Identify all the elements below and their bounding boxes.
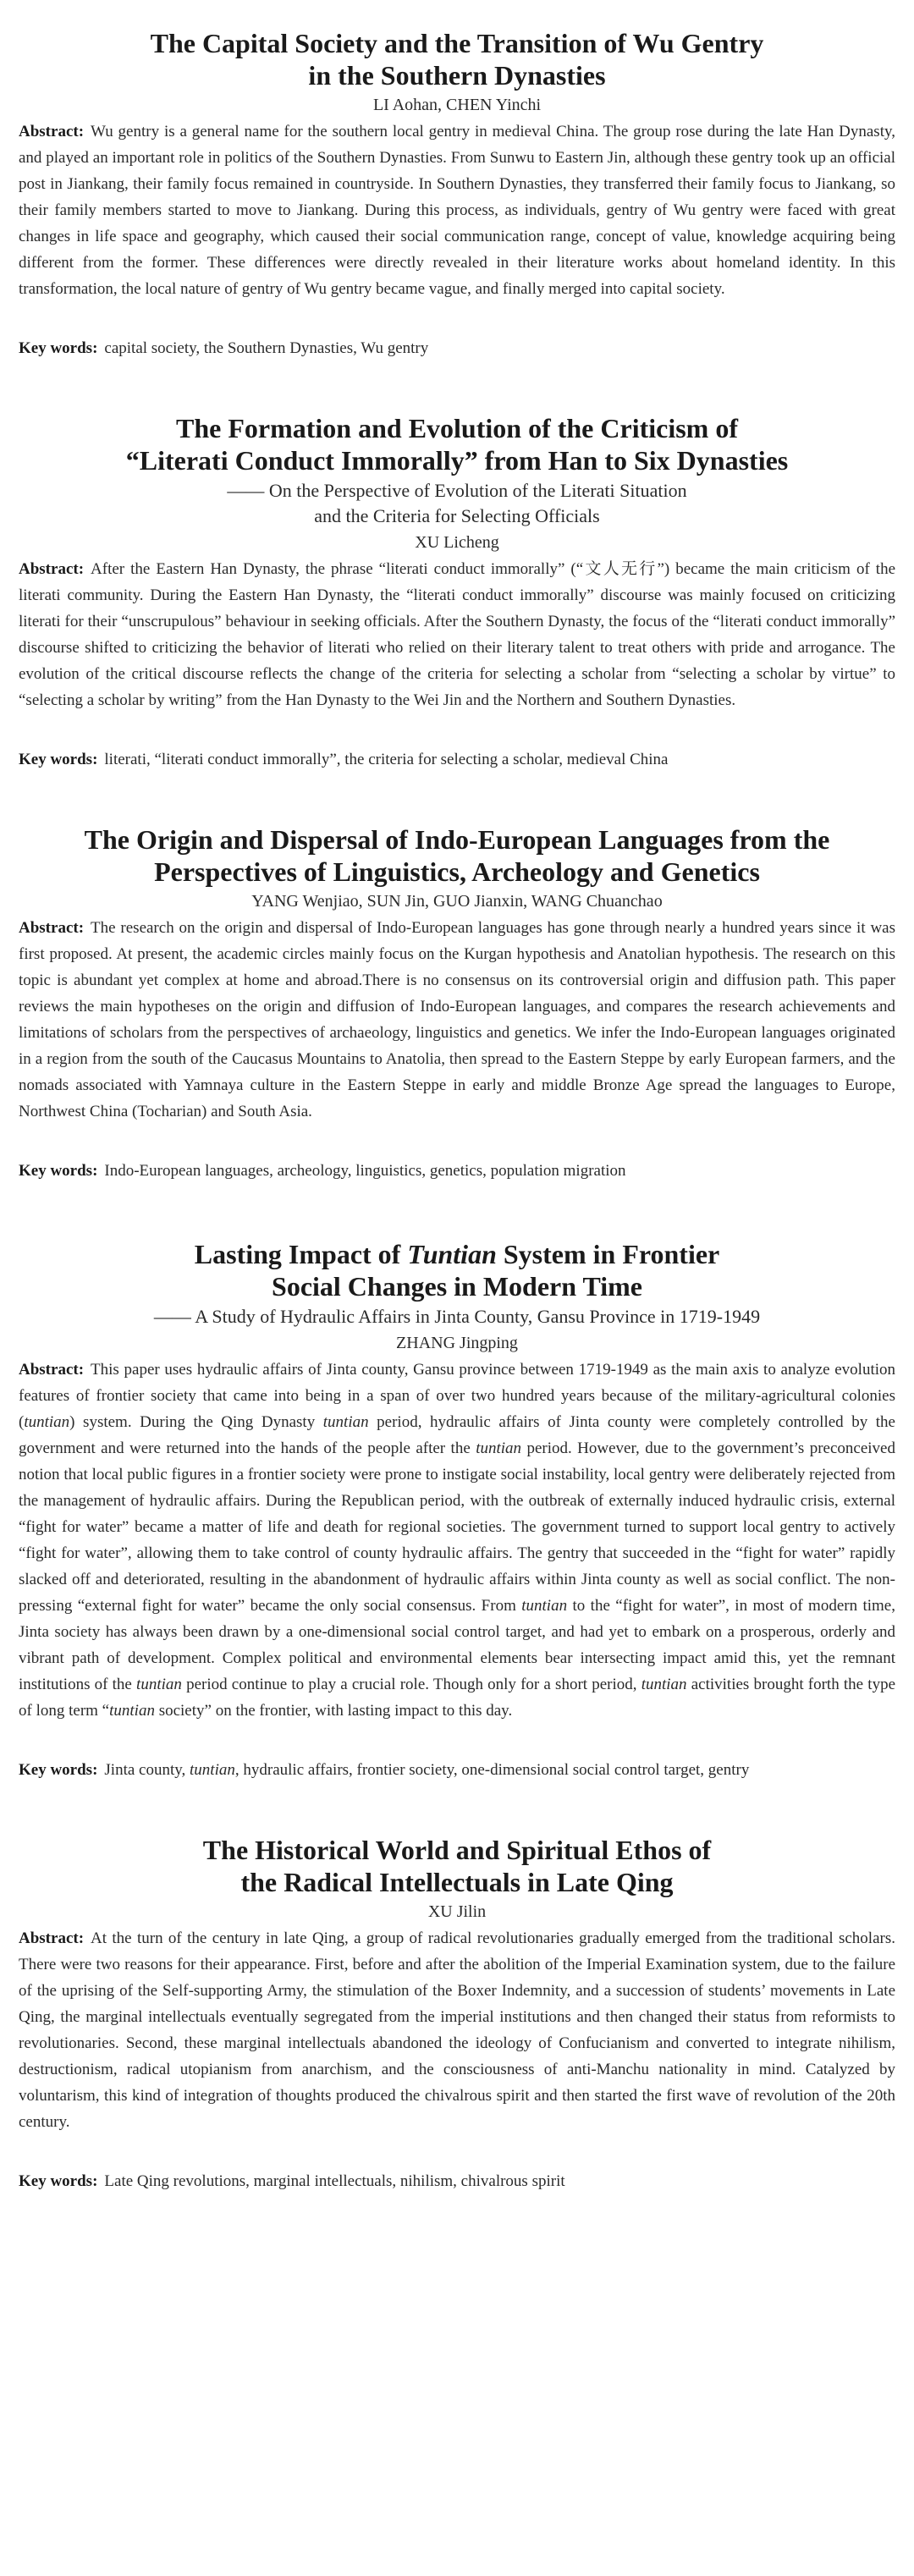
abstract-label: Abstract:	[19, 560, 85, 578]
abstract-text: Wu gentry is a general name for the southern local gentry in medieval China. The group rose during the late Han Dynasty, and played an important role in politics of the Southern Dynasties. From Sunwu to Eastern Jin, although these gentry took up an official post in Jiankang, their family focus remained in countryside. In Southern Dynasties, they transferred their family focus to Jiankang, so their family members started to move to Jiankang. During this process, as individuals, gentry of Wu gentry were faced with great changes in life space and geography, which caused their social communication range, concept of value, knowledge acquiring being different from the former. These differences were directly revealed in their literature works about homeland identity. In this transformation, the local nature of gentry of Wu gentry became vague, and finally merged into capital society.	[19, 123, 895, 298]
subtitle-line-2: and the Criteria for Selecting Officials	[314, 505, 600, 526]
keywords-part-2: , hydraulic affairs, frontier society, one-dimensional social control target, gentry	[234, 1761, 750, 1779]
title-line-1	[195, 1239, 719, 1269]
title-line-2: the Radical Intellectuals in Late Qing	[240, 1867, 674, 1897]
article-title	[19, 27, 895, 91]
subtitle-line-1: —— On the Perspective of Evolution of the Literati Situation	[227, 480, 687, 501]
article-abstract	[19, 556, 895, 713]
title-line-1: The Capital Society and the Transition of Wu Gentry	[150, 28, 764, 58]
abstract-italic-term: tuntian	[322, 1413, 369, 1431]
abstract-italic-term: tuntian	[476, 1439, 522, 1457]
article-keywords	[19, 336, 895, 361]
abstracts-page	[19, 27, 895, 2194]
abstract-italic-term: tuntian	[24, 1413, 70, 1431]
abstract-italic-term: tuntian	[641, 1676, 687, 1693]
keywords-text: Indo-European languages, archeology, linguistics, genetics, population migration	[104, 1162, 626, 1180]
abstract-label: Abstract:	[19, 1929, 85, 1947]
abstract-italic-term: tuntian	[521, 1597, 568, 1615]
article-keywords	[19, 1159, 895, 1184]
title-line-1: The Origin and Dispersal of Indo-European Languages from the	[84, 824, 830, 855]
keywords-italic-term: tuntian	[190, 1761, 235, 1779]
article-keywords	[19, 2169, 895, 2194]
article-title	[19, 1238, 895, 1302]
article-2	[19, 412, 895, 773]
title-line-1: The Historical World and Spiritual Ethos of	[202, 1835, 712, 1865]
article-title	[19, 1834, 895, 1898]
article-abstract	[19, 915, 895, 1125]
article-subtitle: —— A Study of Hydraulic Affairs in Jinta County, Gansu Province in 1719-1949	[153, 1306, 761, 1327]
article-authors: XU Jilin	[427, 1902, 487, 1921]
abstract-seg: period. However, due to the government’s preconceived notion that local public figures in a frontier society were prone to instigate social instability, local gentry were deliberately rejected from the management of hydraulic affairs. During the Republican period, with the outbreak of externally induced hydraulic crisis, external “fight for water” became a matter of life and death for regional societies. The government turned to support local gentry to actively “fight for water”, allowing them to take control of county hydraulic affairs. The gentry that succeeded in the “fight for water” rapidly slacked off and deteriorated, resulting in the abandonment of hydraulic affairs within Jinta county as well as social conflict. The non-pressing “external fight for water” became the only social consensus. From	[19, 1439, 895, 1615]
article-1	[19, 27, 895, 361]
abstract-text: After the Eastern Han Dynasty, the phrase “literati conduct immorally” (“文人无行”) became the main criticism of the literati community. During the Eastern Han Dynasty, the “literati conduct immorally” discourse was mainly focused on criticizing literati for their “unscrupulous” behaviour in seeking officials. After the Southern Dynasty, the focus of the “literati conduct immorally” discourse shifted to criticizing the behavior of literati who relied on their literary talent to treat others with pride and arrogance. The evolution of the critical discourse reflects the change of the criteria for selecting a scholar from “selecting a scholar by virtue” to “selecting a scholar by writing” from the Han Dynasty to the Wei Jin and the Northern and Southern Dynasties.	[19, 560, 895, 709]
keywords-label: Key words:	[19, 1761, 98, 1779]
article-authors: ZHANG Jingping	[396, 1334, 518, 1352]
title-line-1: The Formation and Evolution of the Criticism of	[176, 413, 738, 443]
keywords-part-1: Jinta county,	[104, 1761, 190, 1779]
article-4	[19, 1238, 895, 1783]
abstract-text: The research on the origin and dispersal of Indo-European languages has gone through nearly a hundred years since it was first proposed. At present, the academic circles mainly focus on the Kurgan hypothesis and Anatolian hypothesis. The research on this topic is abundant yet complex at home and abroad.There is no consensus on its controversial origin and diffusion path. This paper reviews the main hypotheses on the origin and diffusion of Indo-European languages, and compares the research achievements and limitations of scholars from the perspectives of archaeology, linguistics and genetics. We infer the Indo-European languages originated in a region from the south of the Caucasus Mountains to Anatolia, then spread to the Eastern Steppe by early European farmers, and the nomads associated with Yamnaya culture in the Eastern Steppe in early and middle Bronze Age spread the languages to Europe, Northwest China (Tocharian) and South Asia.	[19, 919, 895, 1120]
keywords-text: capital society, the Southern Dynasties, Wu gentry	[104, 339, 429, 357]
keywords-label: Key words:	[19, 751, 98, 768]
article-authors: YANG Wenjiao, SUN Jin, GUO Jianxin, WANG Chuanchao	[251, 892, 663, 911]
article-title	[19, 823, 895, 888]
abstract-italic-term: tuntian	[109, 1702, 155, 1720]
article-authors: LI Aohan, CHEN Yinchi	[372, 96, 542, 114]
abstract-seg: period, hydraulic affairs of Jinta county were completely controlled by the government and were returned into the hands of the people after the	[19, 1413, 895, 1457]
article-keywords	[19, 1758, 895, 1783]
title-italic-term: Tuntian	[407, 1239, 497, 1269]
abstract-seg: This paper uses hydraulic affairs of Jinta county, Gansu province between 1719-1949 as the main axis to analyze evolution features of frontier society that came into being in a span of over two hundred years because of the military-agricultural colonies (	[19, 1361, 895, 1431]
abstract-label: Abstract:	[19, 123, 85, 140]
abstract-text: At the turn of the century in late Qing, a group of radical revolutionaries gradually emerged from the traditional scholars. There were two reasons for their appearance. First, before and after the abolition of the Imperial Examination system, due to the failure of the uprising of the Self-supporting Army, the stimulation of the Boxer Indemnity, and a succession of students’ movements in Late Qing, the marginal intellectuals eventually segregated from the imperial institutions and then changed their status from reformists to revolutionaries. Second, these marginal intellectuals abandoned the ideology of Confucianism and converted to integrate nihilism, destructionism, radical utopianism from anarchism, and the consciousness of anti-Manchu nationality in mind. Catalyzed by voluntarism, this kind of integration of thoughts produced the chivalrous spirit and then started the first wave of revolution of the 20th century.	[19, 1929, 895, 2131]
keywords-label: Key words:	[19, 2172, 98, 2190]
keywords-text: Late Qing revolutions, marginal intellectuals, nihilism, chivalrous spirit	[104, 2172, 565, 2190]
article-abstract	[19, 118, 895, 302]
article-5	[19, 1834, 895, 2194]
abstract-label: Abstract:	[19, 919, 85, 937]
abstract-seg: ) system. During the Qing Dynasty	[69, 1413, 323, 1431]
abstract-seg: society” on the frontier, with lasting impact to this day.	[154, 1702, 513, 1720]
article-subtitle	[19, 478, 895, 529]
title-part-1: Lasting Impact of	[194, 1239, 408, 1269]
keywords-label: Key words:	[19, 1162, 98, 1180]
abstract-seg: activities brought forth the type of long term “	[19, 1676, 895, 1720]
abstract-italic-term: tuntian	[136, 1676, 182, 1693]
abstract-seg: period continue to play a crucial role. Though only for a short period,	[181, 1676, 641, 1693]
title-line-2: Social Changes in Modern Time	[272, 1271, 642, 1302]
title-part-2: System in Frontier	[496, 1239, 720, 1269]
article-abstract	[19, 1925, 895, 2135]
title-line-2: in the Southern Dynasties	[308, 60, 606, 91]
article-keywords	[19, 747, 895, 773]
article-title	[19, 412, 895, 476]
title-line-2: “Literati Conduct Immorally” from Han to Six Dynasties	[125, 445, 789, 476]
keywords-label: Key words:	[19, 339, 98, 357]
article-3	[19, 823, 895, 1184]
abstract-seg: to the “fight for water”, in most of modern time, Jinta society has always been drawn by a one-dimensional social control target, and had yet to embark on a prosperous, orderly and vibrant path of development. Complex political and environmental elements bear intersecting impact amid this, yet the remnant institutions of the	[19, 1597, 895, 1693]
abstract-label: Abstract:	[19, 1361, 85, 1379]
title-line-2: Perspectives of Linguistics, Archeology and Genetics	[154, 856, 760, 887]
keywords-text: literati, “literati conduct immorally”, the criteria for selecting a scholar, medieval China	[104, 751, 669, 768]
article-abstract	[19, 1357, 895, 1724]
article-authors: XU Licheng	[415, 533, 499, 552]
